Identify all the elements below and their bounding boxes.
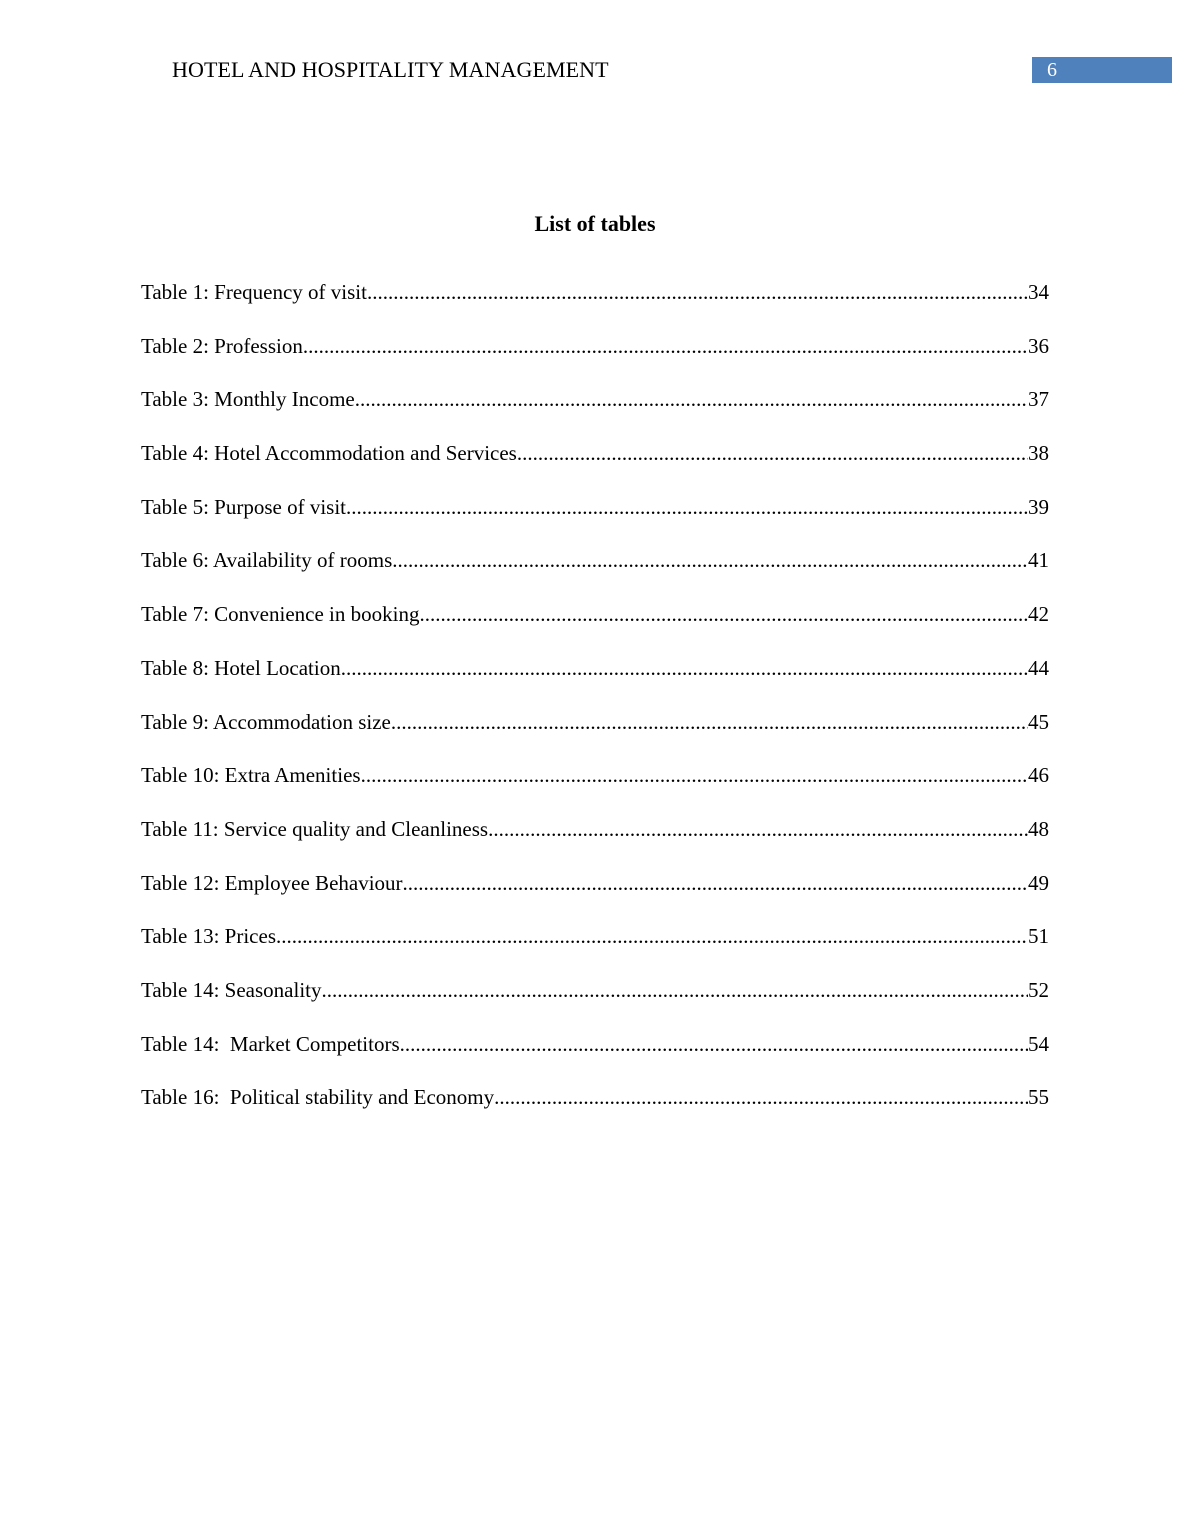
page-number-box [1032,57,1172,83]
toc-dot-leader [276,922,1028,950]
toc-dot-leader [346,493,1028,521]
toc-entry-label: Table 1: Frequency of visit [141,280,367,304]
toc-entry[interactable] [141,654,1049,708]
toc-dot-leader [355,385,1028,413]
toc-entry-page: 48 [1028,816,1049,841]
toc-entry-page: 55 [1028,1085,1049,1110]
toc-dot-leader [400,1030,1028,1058]
toc-dot-leader [303,332,1028,360]
toc-entry-page: 54 [1028,1031,1049,1056]
toc-entry[interactable] [141,385,1049,439]
toc-entry-page: 42 [1028,602,1049,627]
toc-entry-page: 44 [1028,655,1049,680]
toc-entry[interactable] [141,546,1049,600]
toc-entry-page: 37 [1028,387,1049,412]
toc-dot-leader [391,708,1028,736]
toc-dot-leader [419,600,1028,628]
toc-entry[interactable] [141,815,1049,869]
toc-entry-label: Table 9: Accommodation size [141,709,391,734]
toc-entry-label: Table 16: Political stability and Economy [141,1085,495,1110]
toc-entry[interactable] [141,869,1049,923]
toc-entry-page: 39 [1028,494,1049,519]
toc-entry[interactable] [141,976,1049,1030]
toc-entry-label: Table 5: Purpose of visit [141,494,347,519]
toc-entry-label: Table 14: Seasonality [141,977,322,1002]
toc-entry-page: 34 [1028,280,1049,304]
toc-entry-page: 38 [1028,441,1049,466]
toc-entry-page: 51 [1028,924,1049,949]
toc-entry-page: 41 [1028,548,1049,573]
toc-dot-leader [341,654,1028,682]
toc-entry-page: 46 [1028,763,1049,788]
running-head: HOTEL AND HOSPITALITY MANAGEMENT [172,57,609,82]
toc-dot-leader [403,869,1028,897]
toc-entry-label: Table 8: Hotel Location [141,655,341,680]
toc-entry[interactable] [141,332,1049,386]
toc-entry[interactable] [141,600,1049,654]
toc-entry[interactable] [141,1083,1049,1137]
toc-dot-leader [392,546,1028,574]
toc-entry-label: Table 11: Service quality and Cleanliness [141,816,489,841]
toc-entry[interactable] [141,708,1049,762]
toc-entry-label: Table 13: Prices [141,924,276,949]
toc-entry-page: 52 [1028,977,1049,1002]
toc-entry-label: Table 3: Monthly Income [141,387,355,412]
toc-dot-leader [488,815,1028,843]
toc-entry-label: Table 12: Employee Behaviour [141,870,403,895]
toc-dot-leader [322,976,1029,1004]
table-of-tables-list [141,278,1049,1137]
toc-entry-page: 36 [1028,333,1049,358]
toc-dot-leader [361,761,1028,789]
toc-entry[interactable] [141,1030,1049,1084]
toc-dot-leader [494,1083,1028,1111]
toc-entry-label: Table 10: Extra Amenities [141,763,361,788]
toc-entry[interactable] [141,922,1049,976]
toc-entry-label: Table 4: Hotel Accommodation and Services [141,441,517,466]
page-title: List of tables [534,211,656,236]
toc-entry-label: Table 7: Convenience in booking [141,602,420,627]
toc-entry-label: Table 14: Market Competitors [141,1031,400,1056]
toc-dot-leader [367,278,1028,306]
page-number: 6 [1047,59,1057,81]
toc-entry-page: 49 [1028,870,1049,895]
toc-entry-label: Table 6: Availability of rooms [141,548,393,573]
toc-entry-label: Table 2: Profession [141,333,303,358]
toc-entry-page: 45 [1028,709,1049,734]
toc-entry[interactable] [141,278,1049,332]
toc-dot-leader [517,439,1028,467]
toc-entry[interactable] [141,493,1049,547]
toc-entry[interactable] [141,761,1049,815]
toc-entry[interactable] [141,439,1049,493]
